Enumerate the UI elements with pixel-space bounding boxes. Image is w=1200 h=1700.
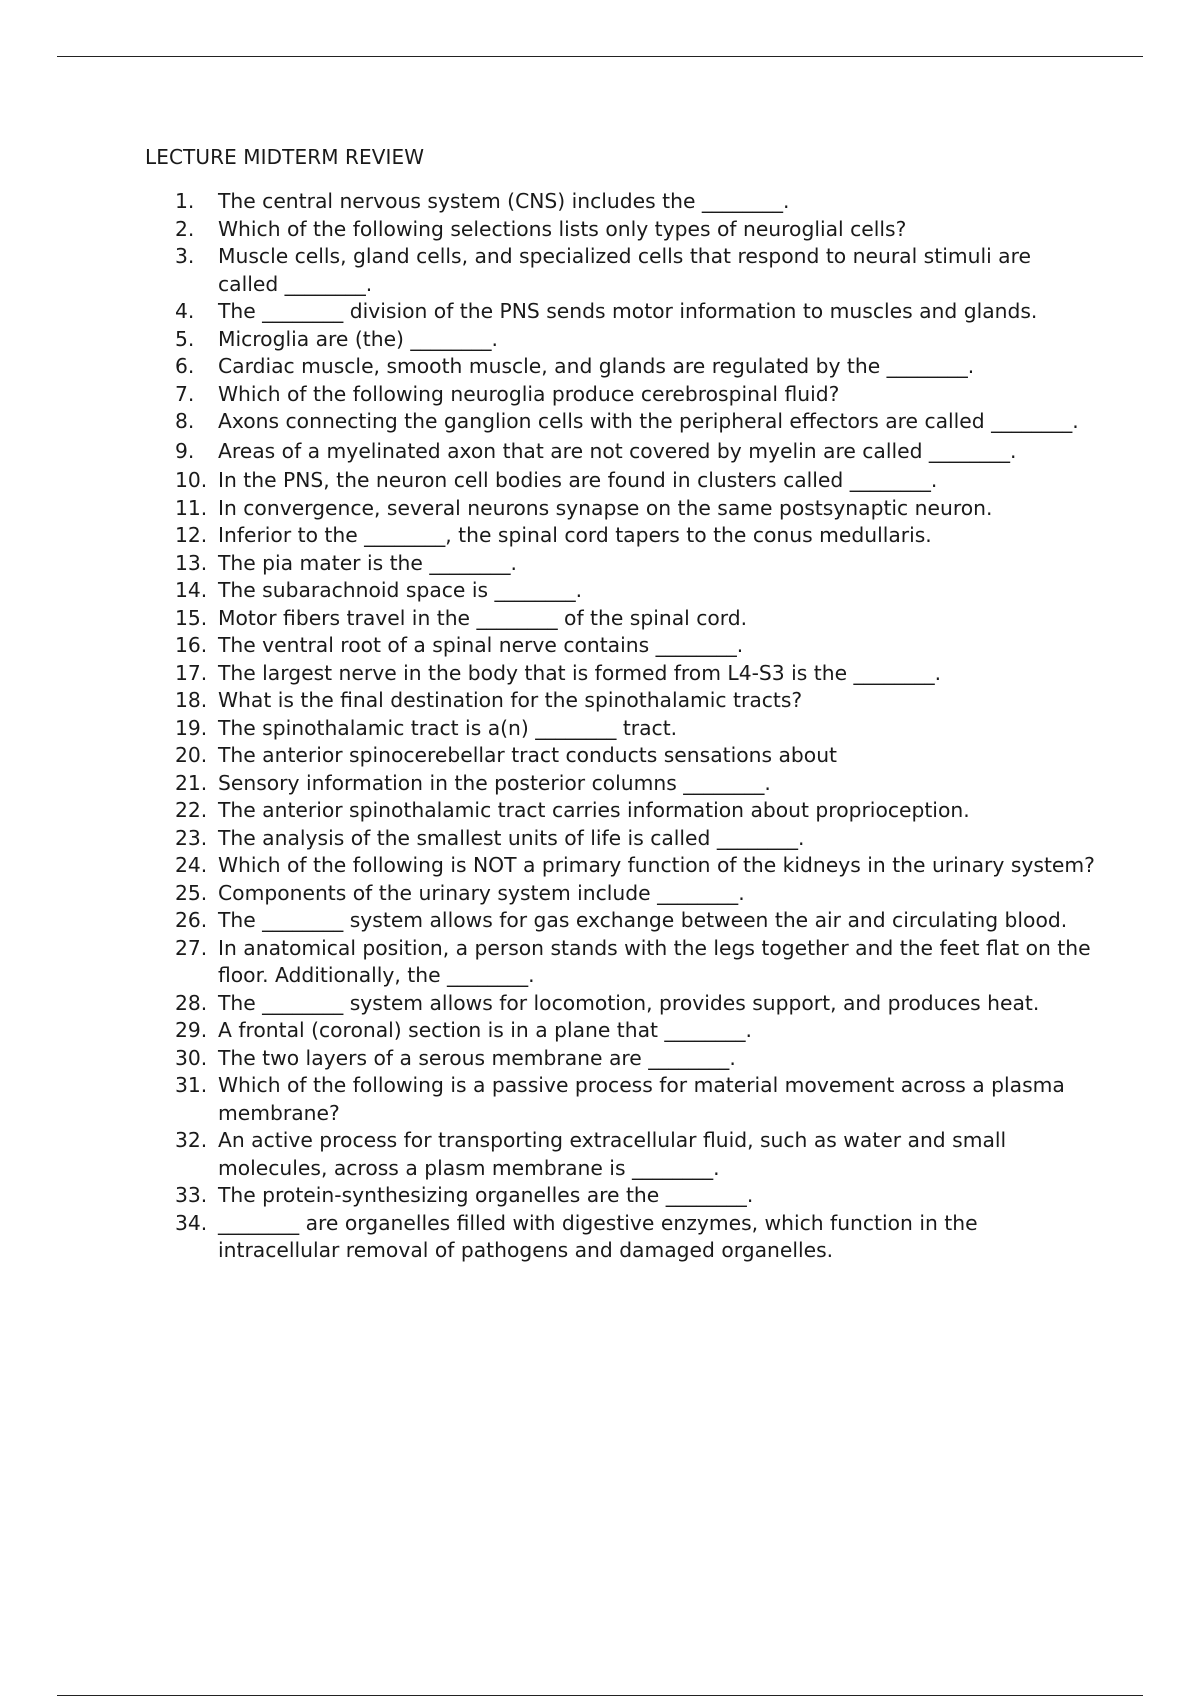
question-number: 12. (175, 523, 208, 547)
question-item (175, 243, 1095, 298)
question-number: 1. (175, 189, 195, 213)
page-title: LECTURE MIDTERM REVIEW (145, 145, 425, 169)
question-text: The anterior spinothalamic tract carries information about proprioception. (218, 798, 970, 822)
question-number: 26. (175, 908, 208, 932)
question-text: In anatomical position, a person stands with the legs together and the feet flat on the floor. Additionally, the ________. (218, 935, 1091, 987)
question-number: 33. (175, 1183, 208, 1207)
question-item (175, 715, 1095, 743)
question-item (175, 1072, 1095, 1127)
question-text: The ________ system allows for locomotion, provides support, and produces heat. (218, 990, 1040, 1015)
question-item (175, 353, 1095, 381)
question-text: Sensory information in the posterior columns ________. (218, 770, 771, 795)
question-text: The ________ system allows for gas exchange between the air and circulating blood. (218, 908, 1068, 932)
question-item (175, 632, 1095, 660)
question-text: Which of the following is a passive process for material movement across a plasma membrane? (218, 1073, 1065, 1125)
question-item (175, 467, 1095, 495)
question-text: Cardiac muscle, smooth muscle, and glands are regulated by the ________. (218, 354, 975, 378)
question-item (175, 852, 1095, 880)
question-number: 23. (175, 825, 208, 850)
question-number: 19. (175, 715, 208, 740)
question-number: 10. (175, 468, 208, 492)
question-text: Areas of a myelinated axon that are not covered by myelin are called ________. (218, 438, 1017, 463)
question-number: 5. (175, 326, 195, 351)
question-text: The anterior spinocerebellar tract conducts sensations about (218, 743, 838, 767)
question-item (175, 1045, 1095, 1073)
question-item (175, 216, 1095, 244)
question-text: The ________ division of the PNS sends motor information to muscles and glands. (218, 299, 1038, 323)
question-text: In convergence, several neurons synapse on the same postsynaptic neuron. (218, 495, 993, 520)
question-number: 6. (175, 354, 195, 378)
question-item (175, 935, 1095, 990)
question-text: ________ are organelles filled with digestive enzymes, which function in the intracellular removal of pathogens and damaged organelles. (218, 1210, 978, 1262)
question-number: 20. (175, 743, 208, 767)
question-item (175, 408, 1095, 436)
question-text: The largest nerve in the body that is formed from L4-S3 is the ________. (218, 660, 942, 685)
question-item (175, 550, 1095, 578)
question-item (175, 687, 1095, 715)
question-text: The pia mater is the ________. (218, 550, 517, 575)
question-text: Microglia are (the) ________. (218, 326, 498, 351)
question-number: 32. (175, 1128, 208, 1152)
question-text: The ventral root of a spinal nerve contains ________. (218, 633, 744, 657)
question-text: In the PNS, the neuron cell bodies are found in clusters called ________. (218, 468, 938, 492)
question-number: 17. (175, 660, 208, 685)
question-item (175, 907, 1095, 935)
question-item (175, 605, 1095, 633)
question-number: 8. (175, 409, 195, 433)
question-item (175, 438, 1095, 466)
question-item (175, 880, 1095, 908)
question-text: The two layers of a serous membrane are ________. (218, 1045, 736, 1070)
question-number: 31. (175, 1073, 208, 1097)
question-number: 22. (175, 798, 208, 822)
question-list (175, 188, 1095, 1265)
question-text: Inferior to the ________, the spinal cord tapers to the conus medullaris. (218, 523, 932, 547)
question-item (175, 326, 1095, 354)
question-item (175, 1127, 1095, 1182)
question-text: Which of the following selections lists only types of neuroglial cells? (218, 216, 907, 241)
question-number: 4. (175, 299, 195, 323)
question-text: What is the final destination for the spinothalamic tracts? (218, 688, 803, 712)
question-number: 28. (175, 990, 208, 1015)
question-text: The protein-synthesizing organelles are the ________. (218, 1183, 754, 1207)
question-number: 25. (175, 880, 208, 905)
question-number: 18. (175, 688, 208, 712)
question-item (175, 298, 1095, 326)
bottom-rule (57, 1695, 1143, 1696)
question-item (175, 660, 1095, 688)
question-number: 27. (175, 935, 208, 960)
question-item (175, 1182, 1095, 1210)
question-number: 2. (175, 216, 195, 241)
question-text: Components of the urinary system include ________. (218, 880, 745, 905)
question-number: 30. (175, 1045, 208, 1070)
question-number: 29. (175, 1018, 208, 1042)
question-number: 34. (175, 1210, 208, 1235)
question-item (175, 495, 1095, 523)
question-item (175, 770, 1095, 798)
question-item (175, 381, 1095, 409)
question-text: The subarachnoid space is ________. (218, 578, 583, 602)
question-text: Which of the following is NOT a primary function of the kidneys in the urinary system? (218, 853, 1095, 877)
question-text: The analysis of the smallest units of life is called ________. (218, 825, 805, 850)
question-text: Which of the following neuroglia produce cerebrospinal fluid? (218, 381, 840, 406)
question-number: 15. (175, 605, 208, 630)
question-number: 13. (175, 550, 208, 575)
question-text: Motor fibers travel in the ________ of the spinal cord. (218, 605, 748, 630)
question-number: 24. (175, 853, 208, 877)
question-item (175, 188, 1095, 216)
question-text: An active process for transporting extracellular fluid, such as water and small molecules, across a plasm membrane is ________. (218, 1128, 1007, 1180)
question-text: A frontal (coronal) section is in a plane that ________. (218, 1018, 752, 1042)
question-item (175, 1210, 1095, 1265)
question-number: 14. (175, 578, 208, 602)
question-item (175, 990, 1095, 1018)
question-text: Muscle cells, gland cells, and specialized cells that respond to neural stimuli are called ________. (218, 244, 1031, 296)
question-item (175, 1017, 1095, 1045)
question-number: 3. (175, 244, 195, 268)
top-rule (57, 56, 1143, 57)
question-text: The central nervous system (CNS) includes the ________. (218, 189, 790, 213)
question-item (175, 825, 1095, 853)
question-item (175, 577, 1095, 605)
question-item (175, 742, 1095, 770)
question-item (175, 797, 1095, 825)
question-number: 16. (175, 633, 208, 657)
question-number: 21. (175, 770, 208, 795)
question-number: 9. (175, 438, 195, 463)
question-number: 7. (175, 381, 195, 406)
question-text: Axons connecting the ganglion cells with the peripheral effectors are called ________. (218, 409, 1079, 433)
question-number: 11. (175, 495, 208, 520)
question-text: The spinothalamic tract is a(n) ________ tract. (218, 715, 678, 740)
question-item (175, 522, 1095, 550)
